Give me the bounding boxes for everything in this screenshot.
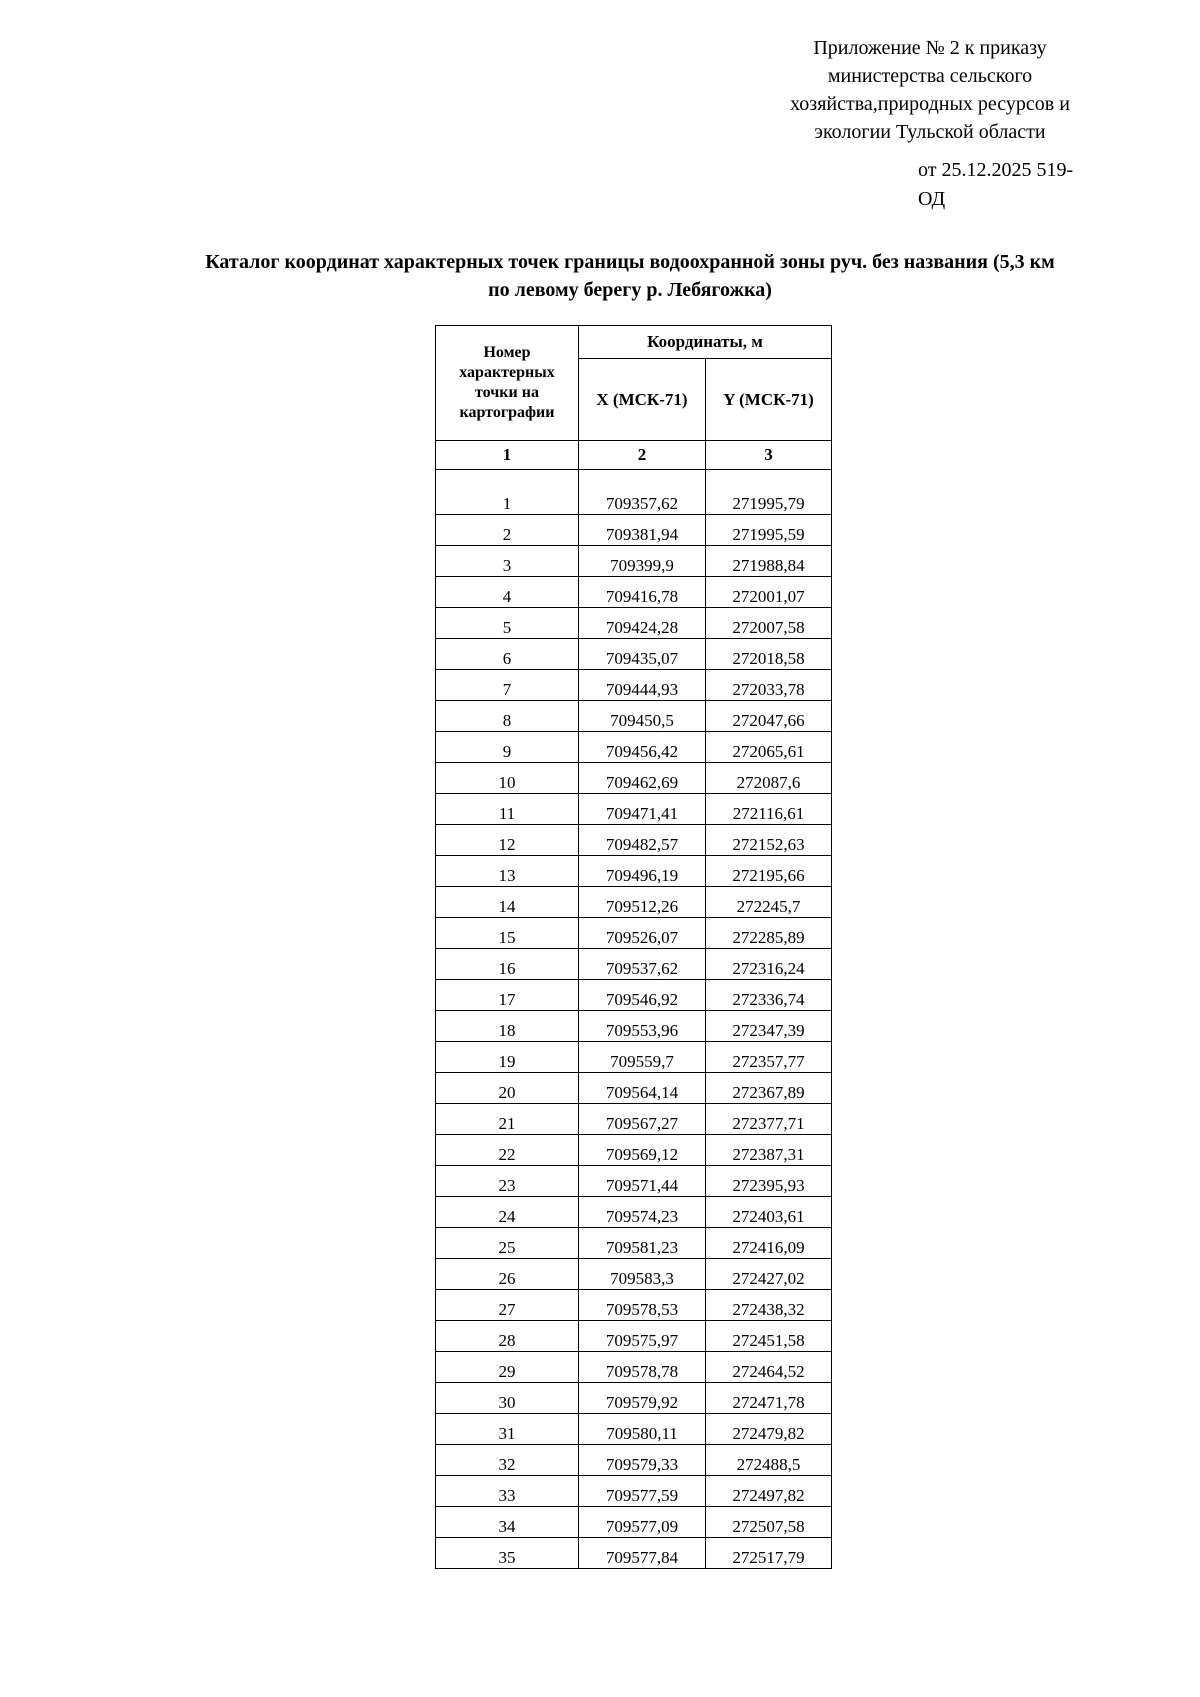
header-x: X (МСК-71) — [579, 359, 706, 441]
table-row — [436, 1042, 832, 1073]
x-coordinate-cell: 709578,78 — [579, 1352, 706, 1383]
table-row — [436, 1414, 832, 1445]
table-row — [436, 949, 832, 980]
x-coordinate-cell: 709399,9 — [579, 546, 706, 577]
point-number-cell: 15 — [436, 918, 579, 949]
x-coordinate-cell: 709571,44 — [579, 1166, 706, 1197]
table-row — [436, 1011, 832, 1042]
point-number-cell: 6 — [436, 639, 579, 670]
y-coordinate-cell: 272357,77 — [706, 1042, 832, 1073]
appendix-line: министерства сельского — [827, 65, 1033, 87]
y-coordinate-cell: 272497,82 — [706, 1476, 832, 1507]
y-coordinate-cell: 272479,82 — [706, 1414, 832, 1445]
table-row — [436, 1166, 832, 1197]
x-coordinate-cell: 709577,84 — [579, 1538, 706, 1569]
point-number-cell: 33 — [436, 1476, 579, 1507]
table-row — [436, 639, 832, 670]
point-number-cell: 25 — [436, 1228, 579, 1259]
x-coordinate-cell: 709553,96 — [579, 1011, 706, 1042]
y-coordinate-cell: 272377,71 — [706, 1104, 832, 1135]
header-point-number: Номер характерных точки на картографии — [436, 326, 579, 441]
table-row — [436, 1321, 832, 1352]
point-number-cell: 32 — [436, 1445, 579, 1476]
appendix-line: хозяйства,природных ресурсов и — [790, 93, 1070, 115]
header-y: Y (МСК-71) — [706, 359, 832, 441]
y-coordinate-cell: 271995,59 — [706, 515, 832, 546]
table-row — [436, 732, 832, 763]
column-number: 1 — [436, 441, 579, 470]
x-coordinate-cell: 709559,7 — [579, 1042, 706, 1073]
table-row — [436, 470, 832, 515]
point-number-cell: 27 — [436, 1290, 579, 1321]
y-coordinate-cell: 272065,61 — [706, 732, 832, 763]
point-number-cell: 19 — [436, 1042, 579, 1073]
point-number-cell: 1 — [436, 470, 579, 515]
x-coordinate-cell: 709579,92 — [579, 1383, 706, 1414]
y-coordinate-cell: 272087,6 — [706, 763, 832, 794]
y-coordinate-cell: 272367,89 — [706, 1073, 832, 1104]
table-row — [436, 1383, 832, 1414]
y-coordinate-cell: 272416,09 — [706, 1228, 832, 1259]
point-number-cell: 31 — [436, 1414, 579, 1445]
point-number-cell: 8 — [436, 701, 579, 732]
table-body — [436, 470, 832, 1569]
table-row — [436, 918, 832, 949]
y-coordinate-cell: 272285,89 — [706, 918, 832, 949]
table-row — [436, 701, 832, 732]
y-coordinate-cell: 272403,61 — [706, 1197, 832, 1228]
x-coordinate-cell: 709574,23 — [579, 1197, 706, 1228]
x-coordinate-cell: 709537,62 — [579, 949, 706, 980]
point-number-cell: 11 — [436, 794, 579, 825]
y-coordinate-cell: 272395,93 — [706, 1166, 832, 1197]
order-date — [918, 156, 1108, 214]
point-number-cell: 12 — [436, 825, 579, 856]
x-coordinate-cell: 709564,14 — [579, 1073, 706, 1104]
appendix-header — [760, 34, 1100, 146]
x-coordinate-cell: 709578,53 — [579, 1290, 706, 1321]
table-row — [436, 1445, 832, 1476]
point-number-cell: 26 — [436, 1259, 579, 1290]
table-row — [436, 1538, 832, 1569]
y-coordinate-cell: 272387,31 — [706, 1135, 832, 1166]
table-row — [436, 856, 832, 887]
table-row — [436, 1476, 832, 1507]
y-coordinate-cell: 272517,79 — [706, 1538, 832, 1569]
x-coordinate-cell: 709450,5 — [579, 701, 706, 732]
y-coordinate-cell: 272195,66 — [706, 856, 832, 887]
y-coordinate-cell: 272347,39 — [706, 1011, 832, 1042]
appendix-line: экологии Тульской области — [814, 121, 1046, 143]
x-coordinate-cell: 709567,27 — [579, 1104, 706, 1135]
point-number-cell: 17 — [436, 980, 579, 1011]
y-coordinate-cell: 272438,32 — [706, 1290, 832, 1321]
point-number-cell: 22 — [436, 1135, 579, 1166]
document-title — [130, 248, 1130, 304]
table-row — [436, 1507, 832, 1538]
x-coordinate-cell: 709575,97 — [579, 1321, 706, 1352]
y-coordinate-cell: 272427,02 — [706, 1259, 832, 1290]
x-coordinate-cell: 709357,62 — [579, 470, 706, 515]
x-coordinate-cell: 709579,33 — [579, 1445, 706, 1476]
x-coordinate-cell: 709482,57 — [579, 825, 706, 856]
x-coordinate-cell: 709381,94 — [579, 515, 706, 546]
table-row — [436, 1290, 832, 1321]
x-coordinate-cell: 709456,42 — [579, 732, 706, 763]
y-coordinate-cell: 272488,5 — [706, 1445, 832, 1476]
x-coordinate-cell: 709580,11 — [579, 1414, 706, 1445]
point-number-cell: 4 — [436, 577, 579, 608]
table-row — [436, 763, 832, 794]
table-row — [436, 1228, 832, 1259]
y-coordinate-cell: 272001,07 — [706, 577, 832, 608]
header-coordinates: Координаты, м — [579, 326, 832, 359]
coordinates-table — [435, 325, 832, 1569]
x-coordinate-cell: 709496,19 — [579, 856, 706, 887]
table-row — [436, 1073, 832, 1104]
y-coordinate-cell: 272047,66 — [706, 701, 832, 732]
point-number-cell: 5 — [436, 608, 579, 639]
y-coordinate-cell: 272336,74 — [706, 980, 832, 1011]
x-coordinate-cell: 709435,07 — [579, 639, 706, 670]
point-number-cell: 35 — [436, 1538, 579, 1569]
y-coordinate-cell: 272245,7 — [706, 887, 832, 918]
table-row — [436, 1259, 832, 1290]
table-row — [436, 1104, 832, 1135]
point-number-cell: 14 — [436, 887, 579, 918]
table-row — [436, 515, 832, 546]
table-row — [436, 1352, 832, 1383]
table-row — [436, 546, 832, 577]
column-number: 3 — [706, 441, 832, 470]
x-coordinate-cell: 709577,09 — [579, 1507, 706, 1538]
x-coordinate-cell: 709512,26 — [579, 887, 706, 918]
x-coordinate-cell: 709416,78 — [579, 577, 706, 608]
point-number-cell: 9 — [436, 732, 579, 763]
table-row — [436, 608, 832, 639]
point-number-cell: 29 — [436, 1352, 579, 1383]
point-number-cell: 34 — [436, 1507, 579, 1538]
column-number: 2 — [579, 441, 706, 470]
table-row — [436, 887, 832, 918]
y-coordinate-cell: 272018,58 — [706, 639, 832, 670]
point-number-cell: 7 — [436, 670, 579, 701]
table-row — [436, 1197, 832, 1228]
table-row — [436, 980, 832, 1011]
point-number-cell: 21 — [436, 1104, 579, 1135]
y-coordinate-cell: 272152,63 — [706, 825, 832, 856]
table-row — [436, 794, 832, 825]
table-row — [436, 825, 832, 856]
y-coordinate-cell: 272316,24 — [706, 949, 832, 980]
y-coordinate-cell: 272464,52 — [706, 1352, 832, 1383]
point-number-cell: 24 — [436, 1197, 579, 1228]
table-row — [436, 577, 832, 608]
y-coordinate-cell: 272471,78 — [706, 1383, 832, 1414]
point-number-cell: 3 — [436, 546, 579, 577]
x-coordinate-cell: 709581,23 — [579, 1228, 706, 1259]
x-coordinate-cell: 709526,07 — [579, 918, 706, 949]
point-number-cell: 10 — [436, 763, 579, 794]
y-coordinate-cell: 272451,58 — [706, 1321, 832, 1352]
y-coordinate-cell: 272116,61 — [706, 794, 832, 825]
point-number-cell: 30 — [436, 1383, 579, 1414]
x-coordinate-cell: 709577,59 — [579, 1476, 706, 1507]
document-title-line: Каталог координат характерных точек границы водоохранной зоны руч. без названия (5,3 км — [205, 251, 1055, 273]
table-row — [436, 1135, 832, 1166]
y-coordinate-cell: 272033,78 — [706, 670, 832, 701]
order-date-line: ОД — [918, 188, 946, 210]
table-row — [436, 670, 832, 701]
x-coordinate-cell: 709462,69 — [579, 763, 706, 794]
y-coordinate-cell: 272007,58 — [706, 608, 832, 639]
x-coordinate-cell: 709583,3 — [579, 1259, 706, 1290]
x-coordinate-cell: 709471,41 — [579, 794, 706, 825]
point-number-cell: 2 — [436, 515, 579, 546]
y-coordinate-cell: 272507,58 — [706, 1507, 832, 1538]
appendix-line: Приложение № 2 к приказу — [813, 37, 1047, 59]
y-coordinate-cell: 271995,79 — [706, 470, 832, 515]
document-title-line: по левому берегу р. Лебягожка) — [488, 279, 772, 301]
point-number-cell: 23 — [436, 1166, 579, 1197]
x-coordinate-cell: 709424,28 — [579, 608, 706, 639]
x-coordinate-cell: 709569,12 — [579, 1135, 706, 1166]
point-number-cell: 16 — [436, 949, 579, 980]
order-date-line: от 25.12.2025 519- — [918, 159, 1074, 181]
point-number-cell: 13 — [436, 856, 579, 887]
point-number-cell: 28 — [436, 1321, 579, 1352]
x-coordinate-cell: 709546,92 — [579, 980, 706, 1011]
y-coordinate-cell: 271988,84 — [706, 546, 832, 577]
x-coordinate-cell: 709444,93 — [579, 670, 706, 701]
point-number-cell: 20 — [436, 1073, 579, 1104]
point-number-cell: 18 — [436, 1011, 579, 1042]
